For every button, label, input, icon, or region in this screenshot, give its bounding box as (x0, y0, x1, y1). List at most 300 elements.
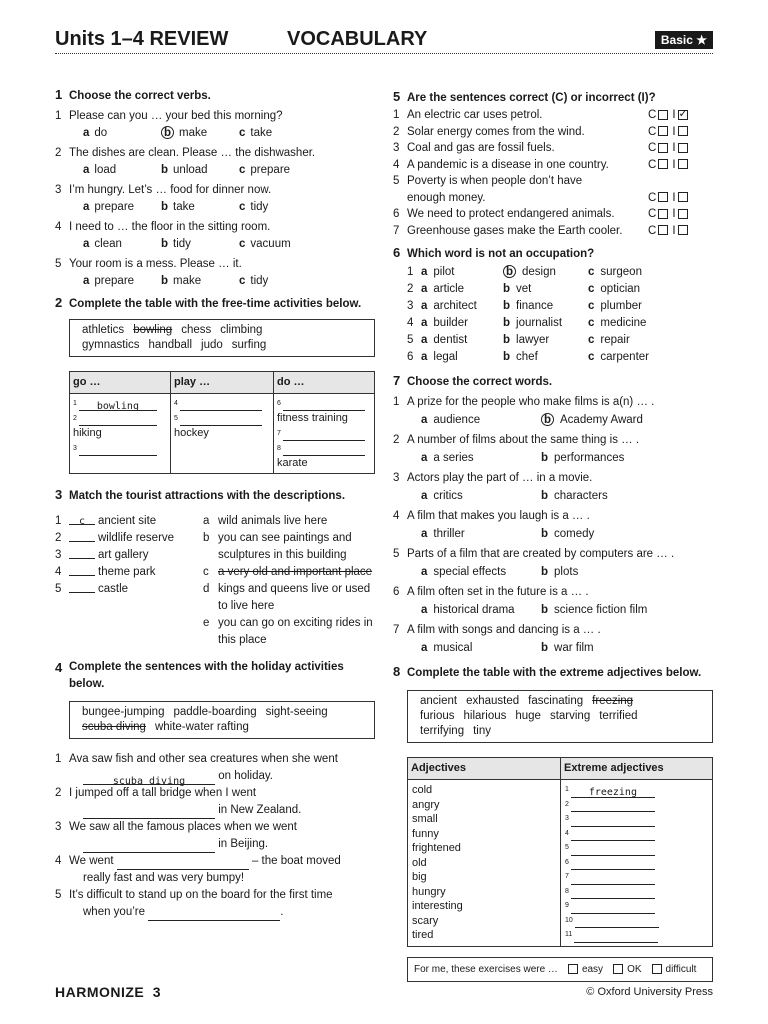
option-letter: b (503, 283, 511, 295)
cell-value: hiking (73, 427, 102, 439)
exercise-1 (55, 86, 380, 290)
incorrect-checkbox[interactable] (678, 143, 688, 153)
correct-checkbox[interactable] (658, 209, 668, 219)
sentence-text: when you’re (83, 906, 146, 918)
adjective-cell: small (412, 813, 438, 825)
option-text: load (94, 164, 117, 176)
option-text: optician (600, 283, 641, 295)
adjective-cell: hungry (412, 885, 446, 898)
option-c[interactable] (588, 298, 678, 315)
option-letter: b (161, 164, 169, 176)
option-letter: a (421, 351, 428, 363)
answer-blank[interactable] (283, 444, 365, 456)
option-text: take (173, 201, 195, 213)
exercise-8 (393, 663, 715, 982)
statement-text: Greenhouse gases make the Earth cooler. (407, 224, 623, 237)
word-option: surfing (231, 339, 267, 351)
statement-text: Poverty is when people don’t have (407, 175, 583, 187)
incorrect-checkbox[interactable] (678, 126, 688, 136)
correct-checkbox[interactable] (658, 110, 668, 120)
answer-blank[interactable] (574, 931, 658, 943)
easy-checkbox[interactable] (568, 964, 578, 974)
answer-blank[interactable] (69, 581, 95, 593)
option-text: do (94, 127, 108, 139)
correct-checkbox[interactable] (658, 143, 668, 153)
option-text: take (250, 127, 273, 139)
question-item: 3 a architect b finance c plumber (393, 298, 715, 315)
option-b[interactable] (503, 281, 588, 298)
attraction-item: 4 theme park (55, 564, 203, 581)
option-a[interactable] (421, 450, 541, 468)
option-text: prepare (250, 164, 291, 176)
correct-checkbox[interactable] (658, 159, 668, 169)
word-option: fascinating (528, 695, 584, 707)
answer-blank[interactable] (148, 909, 280, 921)
word-option: athletics (82, 324, 125, 336)
answer-blank[interactable] (571, 829, 655, 841)
cell-value: fitness training (277, 412, 348, 424)
exercise-2 (55, 294, 380, 474)
option-letter: a (421, 317, 428, 329)
word-option: paddle-boarding (173, 706, 257, 718)
units-title: Units 1–4 REVIEW (55, 28, 229, 50)
description-text: a very old and important place (218, 566, 373, 578)
correct-checkbox[interactable] (658, 192, 668, 202)
ok-checkbox[interactable] (613, 964, 623, 974)
option-letter: b (503, 351, 511, 363)
answer-blank[interactable] (571, 873, 655, 885)
statement-text: Solar energy comes from the wind. (407, 125, 585, 138)
question-item: 1 Please can you … your bed this morning? a do b make c take (55, 108, 380, 142)
option-b[interactable] (503, 315, 588, 332)
answer-blank[interactable] (180, 399, 262, 411)
description-text: wild animals live here (218, 515, 328, 527)
option-letter: b (541, 489, 549, 502)
attraction-item: 1 c ancient site (55, 513, 203, 530)
incorrect-checkbox[interactable] (678, 209, 688, 219)
question-item: 5 Parts of a film that are created by computers are … . a special effects b plots (393, 546, 715, 581)
assessment-prompt: For me, these exercises were … (414, 963, 558, 975)
option-letter: c (588, 317, 595, 329)
question-text: I’m hungry. Let’s … food for dinner now. (69, 184, 272, 196)
option-text: tidy (250, 275, 269, 287)
option-c[interactable] (588, 332, 678, 349)
question-item: 4 I need to … the floor in the sitting room. a clean b tidy c vacuum (55, 219, 380, 253)
answer-blank[interactable] (69, 530, 95, 542)
page-header (55, 26, 713, 54)
word-option: terrified (599, 710, 638, 722)
option-a[interactable] (421, 264, 503, 281)
option-letter: b (503, 317, 511, 329)
exercise-instruction: Choose the correct words. (407, 376, 553, 388)
option-text: finance (516, 300, 554, 312)
incorrect-checkbox[interactable] (678, 225, 688, 235)
question-text: A film that makes you laugh is a … . (407, 510, 590, 522)
option-text: legal (433, 351, 458, 363)
answer-blank[interactable]: freezing (571, 786, 655, 798)
option-text: journalist (516, 317, 563, 329)
exercise-number: 2 (55, 295, 63, 310)
option-text: war film (554, 641, 594, 654)
option-text: architect (433, 300, 477, 312)
option-c[interactable] (588, 281, 678, 298)
option-b[interactable] (161, 162, 239, 179)
answer-blank[interactable] (575, 916, 659, 928)
question-item: 6 A film often set in the future is a … . a historical drama b science fiction film (393, 584, 715, 619)
option-a[interactable] (83, 162, 161, 179)
question-item: 2 A number of films about the same thing is … . a a series b performances (393, 432, 715, 467)
question-text: Actors play the part of … in a movie. (407, 472, 593, 484)
option-text: vet (516, 283, 532, 295)
sentence-text: in Beijing. (218, 838, 269, 850)
option-text: a series (433, 451, 474, 464)
answer-blank[interactable] (571, 844, 655, 856)
option-letter: a (83, 275, 90, 287)
option-text: performances (554, 451, 625, 464)
sentence-text: in New Zealand. (218, 804, 302, 816)
level-number: 3 (152, 984, 162, 1000)
self-assessment (407, 957, 713, 982)
option-text: chef (516, 351, 538, 363)
option-text: dentist (433, 334, 468, 346)
question-item: 3 Actors play the part of … in a movie. a critics b characters (393, 470, 715, 505)
statement-text: An electric car uses petrol. (407, 109, 543, 121)
option-a[interactable] (421, 640, 541, 658)
answer-blank[interactable]: scuba diving (83, 773, 215, 785)
exercise-number: 5 (393, 89, 401, 104)
word-option: scuba diving (82, 721, 146, 733)
option-text: tidy (173, 238, 191, 250)
page-footer (55, 984, 713, 1002)
option-text: article (433, 283, 465, 295)
option-a[interactable] (421, 564, 541, 582)
incorrect-checkbox[interactable] (678, 159, 688, 169)
option-text: clean (94, 238, 122, 250)
option-text: make (179, 127, 208, 139)
option-b[interactable] (541, 412, 711, 430)
option-letter: c (239, 164, 246, 176)
option-a[interactable] (421, 281, 503, 298)
incorrect-checkbox[interactable] (678, 110, 688, 120)
option-b[interactable] (541, 526, 711, 544)
option-c[interactable] (239, 236, 317, 253)
option-text: unload (173, 164, 208, 176)
option-letter: a (421, 527, 428, 540)
answer-blank[interactable] (571, 800, 655, 812)
statement-item: 4 A pandemic is a disease in one country. C I (393, 157, 715, 174)
option-a[interactable] (421, 488, 541, 506)
attraction-item: 2 wildlife reserve (55, 530, 203, 547)
answer-blank[interactable] (571, 815, 655, 827)
word-option: hilarious (463, 710, 507, 722)
exercise-instruction: Match the tourist attractions with the descriptions. (69, 490, 346, 502)
option-letter: a (83, 238, 90, 250)
option-b[interactable] (541, 640, 711, 658)
question-text: A prize for the people who make films is a(n) … . (407, 396, 655, 408)
word-option: tiny (473, 725, 492, 737)
option-b[interactable] (541, 564, 711, 582)
option-b[interactable] (541, 450, 711, 468)
exercise-7 (393, 372, 715, 657)
word-option: climbing (220, 324, 263, 336)
attraction-text: theme park (98, 566, 156, 578)
option-b[interactable] (503, 349, 588, 366)
option-b[interactable] (161, 236, 239, 253)
description-text: kings and queens live or used to live here (218, 583, 371, 612)
option-text: special effects (433, 565, 507, 578)
option-b[interactable] (503, 298, 588, 315)
option-letter: a (421, 266, 428, 278)
adjectives-table: Adjectives Extreme adjectives cold angry small funny frightened old big hungry interesting scary tired $^1$ freezing $^2$ $^3$ $^4$ $^5$ $^6$ $^7$ $^8$ $^9$ $^{10}$ $^{11}$ (407, 757, 713, 947)
exercise-number: 1 (55, 87, 63, 102)
option-letter: b (161, 275, 169, 287)
question-item: 7 A film with songs and dancing is a … . a musical b war film (393, 622, 715, 657)
word-option: white-water rafting (154, 721, 249, 733)
option-c[interactable] (588, 349, 678, 366)
sentence-text: We saw all the famous places when we went (69, 821, 297, 833)
statement-text: Coal and gas are fossil fuels. (407, 142, 555, 154)
word-box (69, 319, 375, 357)
option-letter: a (421, 489, 428, 502)
option-text: make (173, 275, 202, 287)
question-text: The dishes are clean. Please … the dishwasher. (69, 147, 316, 159)
option-letter: a (421, 413, 428, 426)
question-text: A film with songs and dancing is a … . (407, 624, 601, 636)
question-text: Please can you … your bed this morning? (69, 110, 283, 122)
description-item: d kings and queens live or used to live here (203, 581, 373, 615)
answer-blank[interactable] (571, 887, 655, 899)
option-letter: b (541, 413, 554, 426)
exercise-4: 4 Complete the sentences with the holiday activities below. bungee-jumping paddle-boarding sight-seeing scuba diving white-water rafting 1 Ava saw fish and other sea creatures when she went scuba diving on holiday. 2 I jumped off a tall bridge when I went in New Zealand. 3 We saw all the famous places when we went in Beijing. 4 We went – the boat moved really fast and was very bumpy! 5 It’s difficult to stand up on the board for the first time when you’re . (55, 659, 380, 921)
option-text: builder (433, 317, 468, 329)
word-box (69, 701, 375, 739)
sentence-text: really fast and was very bumpy! (83, 872, 245, 884)
word-option: handball (148, 339, 193, 351)
option-letter: a (83, 164, 90, 176)
answer-blank[interactable] (79, 414, 157, 426)
description-text: you can see paintings and sculptures in this building (218, 532, 352, 561)
option-text: lawyer (516, 334, 550, 346)
option-b[interactable] (541, 488, 711, 506)
activities-table: go … play … do … $^1$ bowling $^2$ hiking $^3$ $^4$ $^5$ hockey $^6$ fitness training $^7$ $^8$ karate (69, 371, 375, 474)
cell-value: karate (277, 457, 308, 469)
option-a[interactable] (83, 125, 161, 142)
option-text: plots (554, 565, 579, 578)
option-text: carpenter (600, 351, 649, 363)
option-letter: b (161, 238, 169, 250)
word-option: freezing (592, 695, 634, 707)
word-option: sight-seeing (265, 706, 328, 718)
brand-logo: HARMONIZE (55, 984, 145, 1000)
option-text: critics (433, 489, 463, 502)
statement-item: 5 Poverty is when people don’t have (393, 175, 583, 187)
word-option: judo (201, 339, 223, 351)
option-c[interactable] (588, 264, 678, 281)
answer-blank[interactable] (79, 444, 157, 456)
answer-blank[interactable]: bowling (79, 399, 157, 411)
col-header-extreme: Extreme adjectives (561, 758, 713, 780)
option-letter: b (541, 641, 549, 654)
attraction-text: art gallery (98, 549, 149, 561)
word-option: chess (181, 324, 212, 336)
description-text: you can go on exciting rides in this place (218, 617, 373, 646)
word-option: bungee-jumping (82, 706, 165, 718)
option-a[interactable] (421, 412, 541, 430)
answer-blank[interactable] (283, 399, 365, 411)
incorrect-checkbox[interactable] (678, 192, 688, 202)
option-a[interactable] (421, 315, 503, 332)
option-b[interactable] (541, 602, 711, 620)
exercise-instruction: Complete the table with the free-time activities below. (69, 298, 362, 310)
attraction-text: wildlife reserve (98, 532, 175, 544)
option-b[interactable] (503, 264, 588, 281)
option-text: vacuum (250, 238, 291, 250)
question-item: 2 a article b vet c optician (393, 281, 715, 298)
option-c[interactable] (239, 125, 317, 142)
ok-label: OK (627, 963, 642, 975)
option-letter: b (503, 300, 511, 312)
option-text: historical drama (433, 603, 515, 616)
option-b[interactable] (161, 199, 239, 216)
answer-blank[interactable] (571, 858, 655, 870)
question-text: A number of films about the same thing is … . (407, 434, 640, 446)
exercise-3 (55, 486, 380, 649)
option-text: tidy (250, 201, 269, 213)
sentence-text: – the boat moved (251, 855, 341, 867)
option-text: design (522, 266, 556, 278)
option-letter: c (588, 351, 595, 363)
option-letter: c (239, 201, 246, 213)
correct-checkbox[interactable] (658, 225, 668, 235)
option-text: audience (433, 413, 481, 426)
col-header-go: go … (70, 372, 171, 394)
exercise-number: 6 (393, 245, 401, 260)
sentence-text: on holiday. (218, 770, 273, 782)
option-text: surgeon (600, 266, 642, 278)
right-column (393, 88, 715, 982)
description-item: b you can see paintings and sculptures in this building (203, 530, 373, 564)
option-a[interactable] (83, 199, 161, 216)
section-title: VOCABULARY (287, 28, 428, 50)
adjective-cell: frightened (412, 842, 461, 854)
option-text: characters (554, 489, 608, 502)
adjective-cell: old (412, 856, 427, 869)
option-c[interactable] (239, 162, 317, 179)
exercise-number: 7 (393, 373, 401, 388)
option-a[interactable] (421, 526, 541, 544)
option-text: musical (433, 641, 473, 654)
statement-text: We need to protect endangered animals. (407, 208, 615, 220)
option-c[interactable] (239, 273, 317, 290)
answer-blank[interactable] (180, 414, 262, 426)
adjective-cell: funny (412, 827, 439, 840)
question-item: 4 A film that makes you laugh is a … . a thriller b comedy (393, 508, 715, 543)
option-b[interactable] (503, 332, 588, 349)
difficult-label: difficult (665, 963, 697, 975)
adjective-cell: cold (412, 784, 433, 796)
option-text: science fiction film (554, 603, 648, 616)
option-letter: a (421, 565, 428, 578)
question-item: 3 I’m hungry. Let’s … food for dinner now. a prepare b take c tidy (55, 182, 380, 216)
exercise-instruction: Which word is not an occupation? (407, 248, 595, 260)
option-letter: c (588, 283, 595, 295)
attraction-item: 5 castle (55, 581, 203, 598)
option-a[interactable] (421, 332, 503, 349)
word-option: bowling (133, 324, 173, 336)
option-letter: b (541, 527, 549, 540)
option-text: plumber (600, 300, 642, 312)
answer-blank[interactable]: c (69, 513, 95, 525)
answer-blank[interactable] (69, 547, 95, 559)
option-letter: b (161, 126, 174, 139)
statement-text: enough money. (407, 191, 486, 204)
statement-item: 7 Greenhouse gases make the Earth cooler. C I (393, 223, 715, 240)
left-column (55, 86, 380, 921)
attraction-text: castle (98, 583, 129, 595)
exercise-instruction: Are the sentences correct (C) or incorrect (I)? (407, 92, 656, 104)
question-item: 6 a legal b chef c carpenter (393, 349, 715, 366)
option-a[interactable] (83, 236, 161, 253)
option-letter: b (541, 451, 549, 464)
exercise-number: 3 (55, 487, 63, 502)
option-letter: c (239, 238, 246, 250)
option-a[interactable] (421, 349, 503, 366)
answer-blank[interactable] (117, 858, 249, 870)
option-text: medicine (600, 317, 647, 329)
correct-checkbox[interactable] (658, 126, 668, 136)
statement-item: 6 We need to protect endangered animals. C I (393, 206, 715, 223)
col-header-play: play … (171, 372, 274, 394)
option-letter: a (421, 641, 428, 654)
sentence-text: Ava saw fish and other sea creatures when she went (69, 753, 338, 765)
attraction-text: ancient site (98, 515, 157, 527)
answer-blank[interactable] (83, 807, 215, 819)
question-text: A film often set in the future is a … . (407, 586, 589, 598)
option-text: Academy Award (560, 413, 643, 426)
question-item: 5 a dentist b lawyer c repair (393, 332, 715, 349)
option-b[interactable] (161, 273, 239, 290)
answer-blank[interactable] (571, 902, 655, 914)
exercise-instruction: Complete the sentences with the holiday activities below. (69, 661, 344, 690)
option-letter: c (239, 275, 246, 287)
option-a[interactable] (421, 298, 503, 315)
adjective-cell: interesting (412, 900, 463, 912)
question-text: Your room is a mess. Please … it. (69, 258, 242, 270)
option-a[interactable] (421, 602, 541, 620)
option-text: pilot (433, 266, 455, 278)
option-a[interactable] (83, 273, 161, 290)
exercise-number: 8 (393, 664, 401, 679)
word-option: starving (549, 710, 591, 722)
option-text: comedy (554, 527, 595, 540)
answer-blank[interactable] (283, 429, 365, 441)
attraction-item: 3 art gallery (55, 547, 203, 564)
option-b[interactable] (161, 125, 239, 142)
option-text: repair (600, 334, 630, 346)
difficult-checkbox[interactable] (652, 964, 662, 974)
word-option: gymnastics (82, 339, 140, 351)
answer-blank[interactable] (83, 841, 215, 853)
option-c[interactable] (588, 315, 678, 332)
answer-blank[interactable] (69, 564, 95, 576)
exercise-instruction: Choose the correct verbs. (69, 90, 211, 102)
question-item: 2 The dishes are clean. Please … the dishwasher. a load b unload c prepare (55, 145, 380, 179)
exercise-number: 4 (55, 660, 63, 675)
statement-item: 3 Coal and gas are fossil fuels. C I (393, 140, 715, 157)
option-letter: b (541, 603, 549, 616)
option-c[interactable] (239, 199, 317, 216)
question-item: 1 A prize for the people who make films is a(n) … . a audience b Academy Award (393, 394, 715, 429)
